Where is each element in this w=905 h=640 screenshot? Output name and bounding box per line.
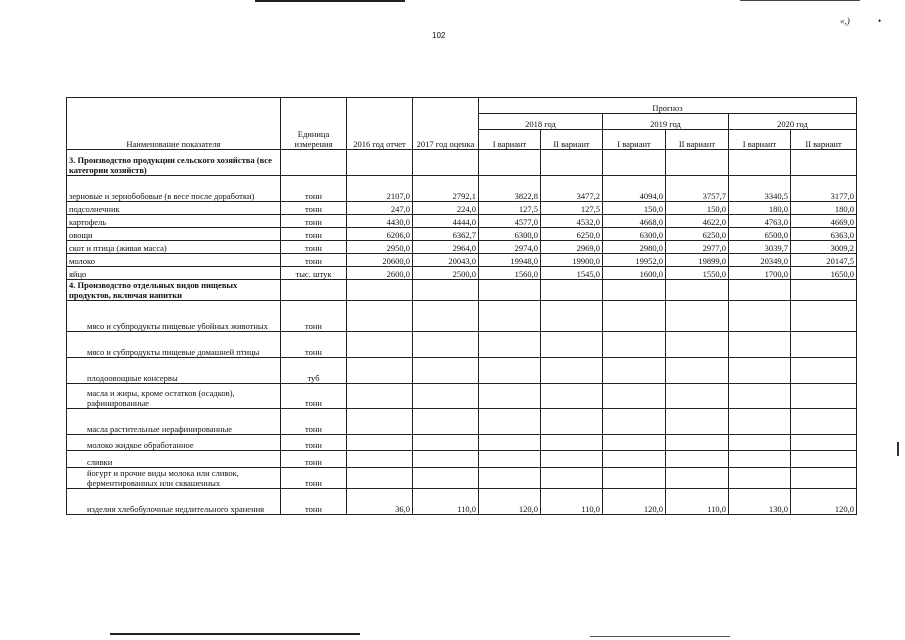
unit-cell: тонн	[281, 301, 347, 332]
value-cell	[603, 358, 666, 384]
header-forecast: Прогноз	[479, 98, 857, 114]
value-cell	[541, 332, 603, 358]
value-cell: 3477,2	[541, 176, 603, 202]
value-cell	[791, 332, 857, 358]
value-cell: 20349,0	[729, 254, 791, 267]
indicator-name: яйцо	[67, 267, 281, 280]
value-cell	[479, 332, 541, 358]
value-cell: 2977,0	[666, 241, 729, 254]
value-cell	[541, 435, 603, 451]
value-cell: 127,5	[479, 202, 541, 215]
table-row	[67, 228, 857, 241]
table-row	[67, 489, 857, 515]
value-cell: 110,0	[413, 489, 479, 515]
table-row	[67, 468, 857, 489]
empty-cell	[347, 280, 413, 301]
value-cell: 150,0	[603, 202, 666, 215]
value-cell	[603, 435, 666, 451]
value-cell: 2964,0	[413, 241, 479, 254]
header-2018-variant-2: II вариант	[541, 130, 603, 150]
value-cell: 1650,0	[791, 267, 857, 280]
unit-cell: тыс. штук	[281, 267, 347, 280]
value-cell: 1550,0	[666, 267, 729, 280]
unit-cell: тонн	[281, 489, 347, 515]
scan-top-line-right	[740, 0, 860, 1]
unit-cell: тонн	[281, 254, 347, 267]
value-cell: 2500,0	[413, 267, 479, 280]
page-number: 102	[432, 31, 446, 40]
value-cell	[541, 468, 603, 489]
empty-cell	[413, 280, 479, 301]
value-cell: 180,0	[729, 202, 791, 215]
indicator-name: картофель	[67, 215, 281, 228]
unit-cell: тонн	[281, 215, 347, 228]
value-cell: 20043,0	[413, 254, 479, 267]
value-cell	[666, 301, 729, 332]
value-cell: 3177,0	[791, 176, 857, 202]
value-cell: 20147,5	[791, 254, 857, 267]
header-2018: 2018 год	[479, 114, 603, 130]
table-row	[67, 332, 857, 358]
indicator-name: сливки	[67, 451, 281, 468]
value-cell	[541, 451, 603, 468]
header-2020-variant-2: II вариант	[791, 130, 857, 150]
table-row	[67, 202, 857, 215]
value-cell: 180,0	[791, 202, 857, 215]
value-cell	[479, 451, 541, 468]
value-cell: 6362,7	[413, 228, 479, 241]
value-cell: 2950,0	[347, 241, 413, 254]
value-cell: 4669,0	[791, 215, 857, 228]
value-cell	[603, 384, 666, 409]
table-row	[67, 409, 857, 435]
value-cell	[413, 358, 479, 384]
scan-bottom-line-right	[590, 636, 730, 637]
value-cell: 4668,0	[603, 215, 666, 228]
header-2019-variant-1: I вариант	[603, 130, 666, 150]
value-cell: 4094,0	[603, 176, 666, 202]
value-cell: 2792,1	[413, 176, 479, 202]
value-cell: 4763,0	[729, 215, 791, 228]
scan-top-line	[255, 0, 405, 2]
value-cell: 19952,0	[603, 254, 666, 267]
header-unit: Единица измерения	[281, 98, 347, 150]
value-cell: 1560,0	[479, 267, 541, 280]
unit-cell: тонн	[281, 332, 347, 358]
value-cell: 4622,0	[666, 215, 729, 228]
corner-mark: «,)	[840, 16, 850, 26]
header-row-forecast	[67, 98, 857, 114]
indicator-name: молоко	[67, 254, 281, 267]
value-cell: 3340,5	[729, 176, 791, 202]
value-cell	[791, 384, 857, 409]
value-cell: 4444,0	[413, 215, 479, 228]
empty-cell	[791, 150, 857, 176]
value-cell	[347, 451, 413, 468]
empty-cell	[729, 150, 791, 176]
value-cell: 4532,0	[541, 215, 603, 228]
value-cell	[791, 468, 857, 489]
empty-cell	[791, 280, 857, 301]
indicator-name: изделия хлебобулочные недлительного хранения	[67, 489, 281, 515]
value-cell	[347, 435, 413, 451]
value-cell: 110,0	[541, 489, 603, 515]
unit-cell: тонн	[281, 176, 347, 202]
section-title: 3. Производство продукции сельского хозяйства (все категории хозяйств)	[67, 150, 281, 176]
unit-cell: тонн	[281, 384, 347, 409]
value-cell	[729, 435, 791, 451]
value-cell	[603, 468, 666, 489]
value-cell	[666, 332, 729, 358]
empty-cell	[603, 150, 666, 176]
value-cell: 130,0	[729, 489, 791, 515]
section-row	[67, 150, 857, 176]
value-cell: 6250,0	[541, 228, 603, 241]
value-cell: 3822,8	[479, 176, 541, 202]
indicator-name: скот и птица (живая масса)	[67, 241, 281, 254]
value-cell	[413, 384, 479, 409]
header-2020-variant-1: I вариант	[729, 130, 791, 150]
value-cell	[729, 468, 791, 489]
table-row	[67, 358, 857, 384]
value-cell: 19948,0	[479, 254, 541, 267]
empty-cell	[413, 150, 479, 176]
indicator-name: молоко жидкое обработанное	[67, 435, 281, 451]
value-cell	[479, 468, 541, 489]
indicator-name: овощи	[67, 228, 281, 241]
value-cell: 150,0	[666, 202, 729, 215]
value-cell: 110,0	[666, 489, 729, 515]
value-cell: 20600,0	[347, 254, 413, 267]
value-cell: 19900,0	[541, 254, 603, 267]
unit-cell: тонн	[281, 451, 347, 468]
empty-cell	[666, 150, 729, 176]
value-cell	[347, 332, 413, 358]
value-cell	[479, 358, 541, 384]
value-cell: 1700,0	[729, 267, 791, 280]
unit-cell: туб	[281, 358, 347, 384]
value-cell	[603, 301, 666, 332]
table-row	[67, 301, 857, 332]
value-cell: 4577,0	[479, 215, 541, 228]
table-row	[67, 254, 857, 267]
table-row	[67, 267, 857, 280]
value-cell	[413, 409, 479, 435]
value-cell: 224,0	[413, 202, 479, 215]
value-cell: 3039,7	[729, 241, 791, 254]
value-cell	[541, 358, 603, 384]
value-cell	[791, 451, 857, 468]
value-cell	[413, 451, 479, 468]
indicator-name: подсолнечник	[67, 202, 281, 215]
value-cell	[791, 435, 857, 451]
value-cell: 6206,0	[347, 228, 413, 241]
value-cell	[413, 435, 479, 451]
unit-cell: тонн	[281, 468, 347, 489]
indicator-name: масла растительные нерафинированные	[67, 409, 281, 435]
corner-dot: •	[878, 16, 882, 26]
value-cell	[791, 358, 857, 384]
unit-cell: тонн	[281, 435, 347, 451]
indicator-name: масла и жиры, кроме остатков (осадков), рафинированные	[67, 384, 281, 409]
value-cell	[666, 451, 729, 468]
empty-cell	[347, 150, 413, 176]
value-cell	[347, 358, 413, 384]
forecast-table	[66, 97, 857, 515]
value-cell	[413, 332, 479, 358]
indicator-name: мясо и субпродукты пищевые домашней птицы	[67, 332, 281, 358]
header-name: Наименование показателя	[67, 98, 281, 150]
value-cell: 247,0	[347, 202, 413, 215]
value-cell	[666, 384, 729, 409]
value-cell: 36,0	[347, 489, 413, 515]
header-2019-variant-2: II вариант	[666, 130, 729, 150]
value-cell: 120,0	[791, 489, 857, 515]
indicator-name: плодоовощные консервы	[67, 358, 281, 384]
value-cell	[666, 468, 729, 489]
empty-cell	[729, 280, 791, 301]
value-cell	[479, 301, 541, 332]
empty-cell	[541, 280, 603, 301]
header-2019: 2019 год	[603, 114, 729, 130]
unit-cell: тонн	[281, 228, 347, 241]
header-2018-variant-1: I вариант	[479, 130, 541, 150]
empty-cell	[666, 280, 729, 301]
value-cell: 2974,0	[479, 241, 541, 254]
empty-cell	[281, 150, 347, 176]
header-2017: 2017 год оценка	[413, 98, 479, 150]
unit-cell: тонн	[281, 241, 347, 254]
table-row	[67, 435, 857, 451]
value-cell: 19899,0	[666, 254, 729, 267]
value-cell	[791, 301, 857, 332]
value-cell	[479, 409, 541, 435]
table-row	[67, 176, 857, 202]
table-row	[67, 215, 857, 228]
table-row	[67, 241, 857, 254]
value-cell	[603, 451, 666, 468]
value-cell: 2969,0	[541, 241, 603, 254]
empty-cell	[479, 280, 541, 301]
empty-cell	[603, 280, 666, 301]
header-2016: 2016 год отчет	[347, 98, 413, 150]
indicator-name: йогурт и прочие виды молока или сливок, ферментированных или сквашенных	[67, 468, 281, 489]
table-row	[67, 384, 857, 409]
value-cell: 3757,7	[666, 176, 729, 202]
value-cell: 2980,0	[603, 241, 666, 254]
value-cell: 3009,2	[791, 241, 857, 254]
value-cell	[479, 435, 541, 451]
indicator-name: мясо и субпродукты пищевые убойных животных	[67, 301, 281, 332]
indicator-name: зерновые и зернобобовые (в весе после доработки)	[67, 176, 281, 202]
value-cell: 2107,0	[347, 176, 413, 202]
value-cell	[603, 332, 666, 358]
value-cell	[666, 435, 729, 451]
unit-cell: тонн	[281, 202, 347, 215]
value-cell: 6500,0	[729, 228, 791, 241]
value-cell	[666, 358, 729, 384]
value-cell: 6300,0	[479, 228, 541, 241]
empty-cell	[479, 150, 541, 176]
value-cell	[413, 301, 479, 332]
value-cell	[413, 468, 479, 489]
value-cell	[729, 409, 791, 435]
value-cell	[791, 409, 857, 435]
value-cell: 2600,0	[347, 267, 413, 280]
value-cell	[603, 409, 666, 435]
value-cell	[729, 451, 791, 468]
value-cell	[347, 409, 413, 435]
value-cell: 1600,0	[603, 267, 666, 280]
value-cell	[347, 384, 413, 409]
value-cell	[541, 409, 603, 435]
scan-bottom-line	[110, 633, 360, 635]
value-cell	[347, 301, 413, 332]
section-row	[67, 280, 857, 301]
value-cell: 6250,0	[666, 228, 729, 241]
value-cell	[347, 468, 413, 489]
value-cell: 6363,0	[791, 228, 857, 241]
value-cell: 127,5	[541, 202, 603, 215]
section-title: 4. Производство отдельных видов пищевых продуктов, включая напитки	[67, 280, 281, 301]
header-2020: 2020 год	[729, 114, 857, 130]
value-cell: 4430,0	[347, 215, 413, 228]
value-cell: 6300,0	[603, 228, 666, 241]
value-cell	[666, 409, 729, 435]
scan-edge-mark	[897, 442, 899, 456]
value-cell	[541, 384, 603, 409]
empty-cell	[281, 280, 347, 301]
value-cell	[729, 358, 791, 384]
value-cell	[479, 384, 541, 409]
value-cell: 1545,0	[541, 267, 603, 280]
unit-cell: тонн	[281, 409, 347, 435]
value-cell: 120,0	[603, 489, 666, 515]
table-row	[67, 451, 857, 468]
value-cell	[729, 332, 791, 358]
value-cell	[541, 301, 603, 332]
value-cell: 120,0	[479, 489, 541, 515]
value-cell	[729, 384, 791, 409]
value-cell	[729, 301, 791, 332]
empty-cell	[541, 150, 603, 176]
